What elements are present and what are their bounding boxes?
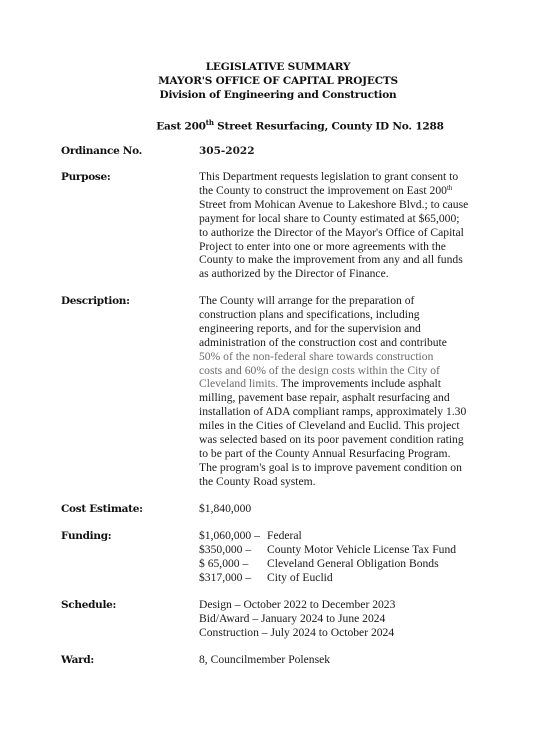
funding-amount: $1,060,000 –: [199, 529, 260, 542]
funding-amount: $317,000 –: [199, 570, 252, 584]
description-line: 50% of the non-federal share towards construction: [199, 349, 434, 363]
funding-label: Funding:: [61, 530, 112, 542]
office-name: MAYOR'S OFFICE OF CAPITAL PROJECTS: [158, 75, 398, 87]
ward-label: Ward:: [61, 654, 94, 666]
ward-value: 8, Councilmember Polensek: [199, 653, 331, 666]
description-line: costs and 60% of the design costs within the City of: [199, 363, 440, 377]
description-line: the County Road system.: [199, 474, 316, 488]
purpose-line: to authorize the Director of the Mayor's Office of Capital: [199, 225, 464, 239]
description-line-grey: Cleveland limits.: [199, 377, 279, 391]
subject-ordinal: th: [205, 118, 214, 127]
purpose-line: County to make the improvement from any and all funds: [199, 253, 463, 267]
subject-suffix: Street Resurfacing, County ID No. 1288: [213, 120, 444, 133]
funding-row: [199, 543, 499, 557]
purpose-line: Street from Mohican Avenue to Lakeshore Blvd.; to cause: [199, 197, 469, 211]
document-title: LEGISLATIVE SUMMARY: [205, 61, 351, 73]
description-line: [199, 377, 499, 391]
description-line: engineering reports, and for the supervision and: [199, 321, 421, 335]
schedule-list: [199, 598, 499, 640]
cost-estimate-label: Cost Estimate:: [61, 503, 143, 515]
description-line: construction plans and specifications, including: [199, 307, 420, 321]
description-line: milling, pavement base repair, asphalt resurfacing and: [199, 391, 450, 405]
purpose-line-text: the County to construct the improvement on East 200: [199, 183, 447, 197]
description-line: The program's goal is to improve pavement condition on: [199, 460, 462, 474]
purpose-line: as authorized by the Director of Finance.: [199, 267, 389, 281]
schedule-row: Design – October 2022 to December 2023: [199, 598, 396, 611]
purpose-line: [199, 184, 499, 198]
purpose-line: This Department requests legislation to grant consent to: [199, 170, 459, 183]
description-line: miles in the Cities of Cleveland and Euclid. This project: [199, 419, 460, 433]
cost-estimate-value: $1,840,000: [199, 502, 252, 515]
project-subject: [0, 118, 556, 133]
ordinance-number: 305-2022: [199, 145, 255, 157]
funding-source: City of Euclid: [267, 570, 333, 584]
funding-source: Cleveland General Obligation Bonds: [267, 556, 439, 570]
purpose-line: Project to enter into one or more agreements with the: [199, 239, 446, 253]
schedule-label: Schedule:: [61, 599, 117, 611]
description-line: installation of ADA compliant ramps, approximately 1.30: [199, 405, 467, 419]
description-line: The County will arrange for the preparation of: [199, 294, 415, 307]
purpose-label: Purpose:: [61, 171, 111, 183]
funding-row: [199, 571, 499, 585]
schedule-row: Construction – July 2024 to October 2024: [199, 625, 395, 639]
description-line-rest: The improvements include asphalt: [278, 377, 441, 391]
schedule-row: Bid/Award – January 2024 to June 2024: [199, 611, 386, 625]
description-line: was selected based on its poor pavement condition rating: [199, 433, 464, 447]
description-text: [199, 294, 499, 489]
funding-amount: $ 65,000 –: [199, 556, 249, 570]
funding-amount: $350,000 –: [199, 542, 252, 556]
funding-row: [199, 557, 499, 571]
description-line: administration of the construction cost and contribute: [199, 335, 447, 349]
description-label: Description:: [61, 295, 130, 307]
ordinance-label: Ordinance No.: [61, 145, 142, 157]
purpose-line-ordinal: th: [446, 183, 453, 192]
purpose-text: [199, 170, 499, 281]
funding-list: [199, 529, 499, 585]
division-name: Division of Engineering and Construction: [159, 89, 397, 101]
subject-prefix: East 200: [156, 120, 206, 133]
purpose-line: payment for local share to County estimated at $65,000;: [199, 211, 460, 225]
description-line: to be part of the County Annual Resurfacing Program.: [199, 446, 451, 460]
funding-row: [199, 529, 499, 543]
funding-source: County Motor Vehicle License Tax Fund: [267, 542, 457, 556]
funding-source: Federal: [267, 529, 302, 542]
